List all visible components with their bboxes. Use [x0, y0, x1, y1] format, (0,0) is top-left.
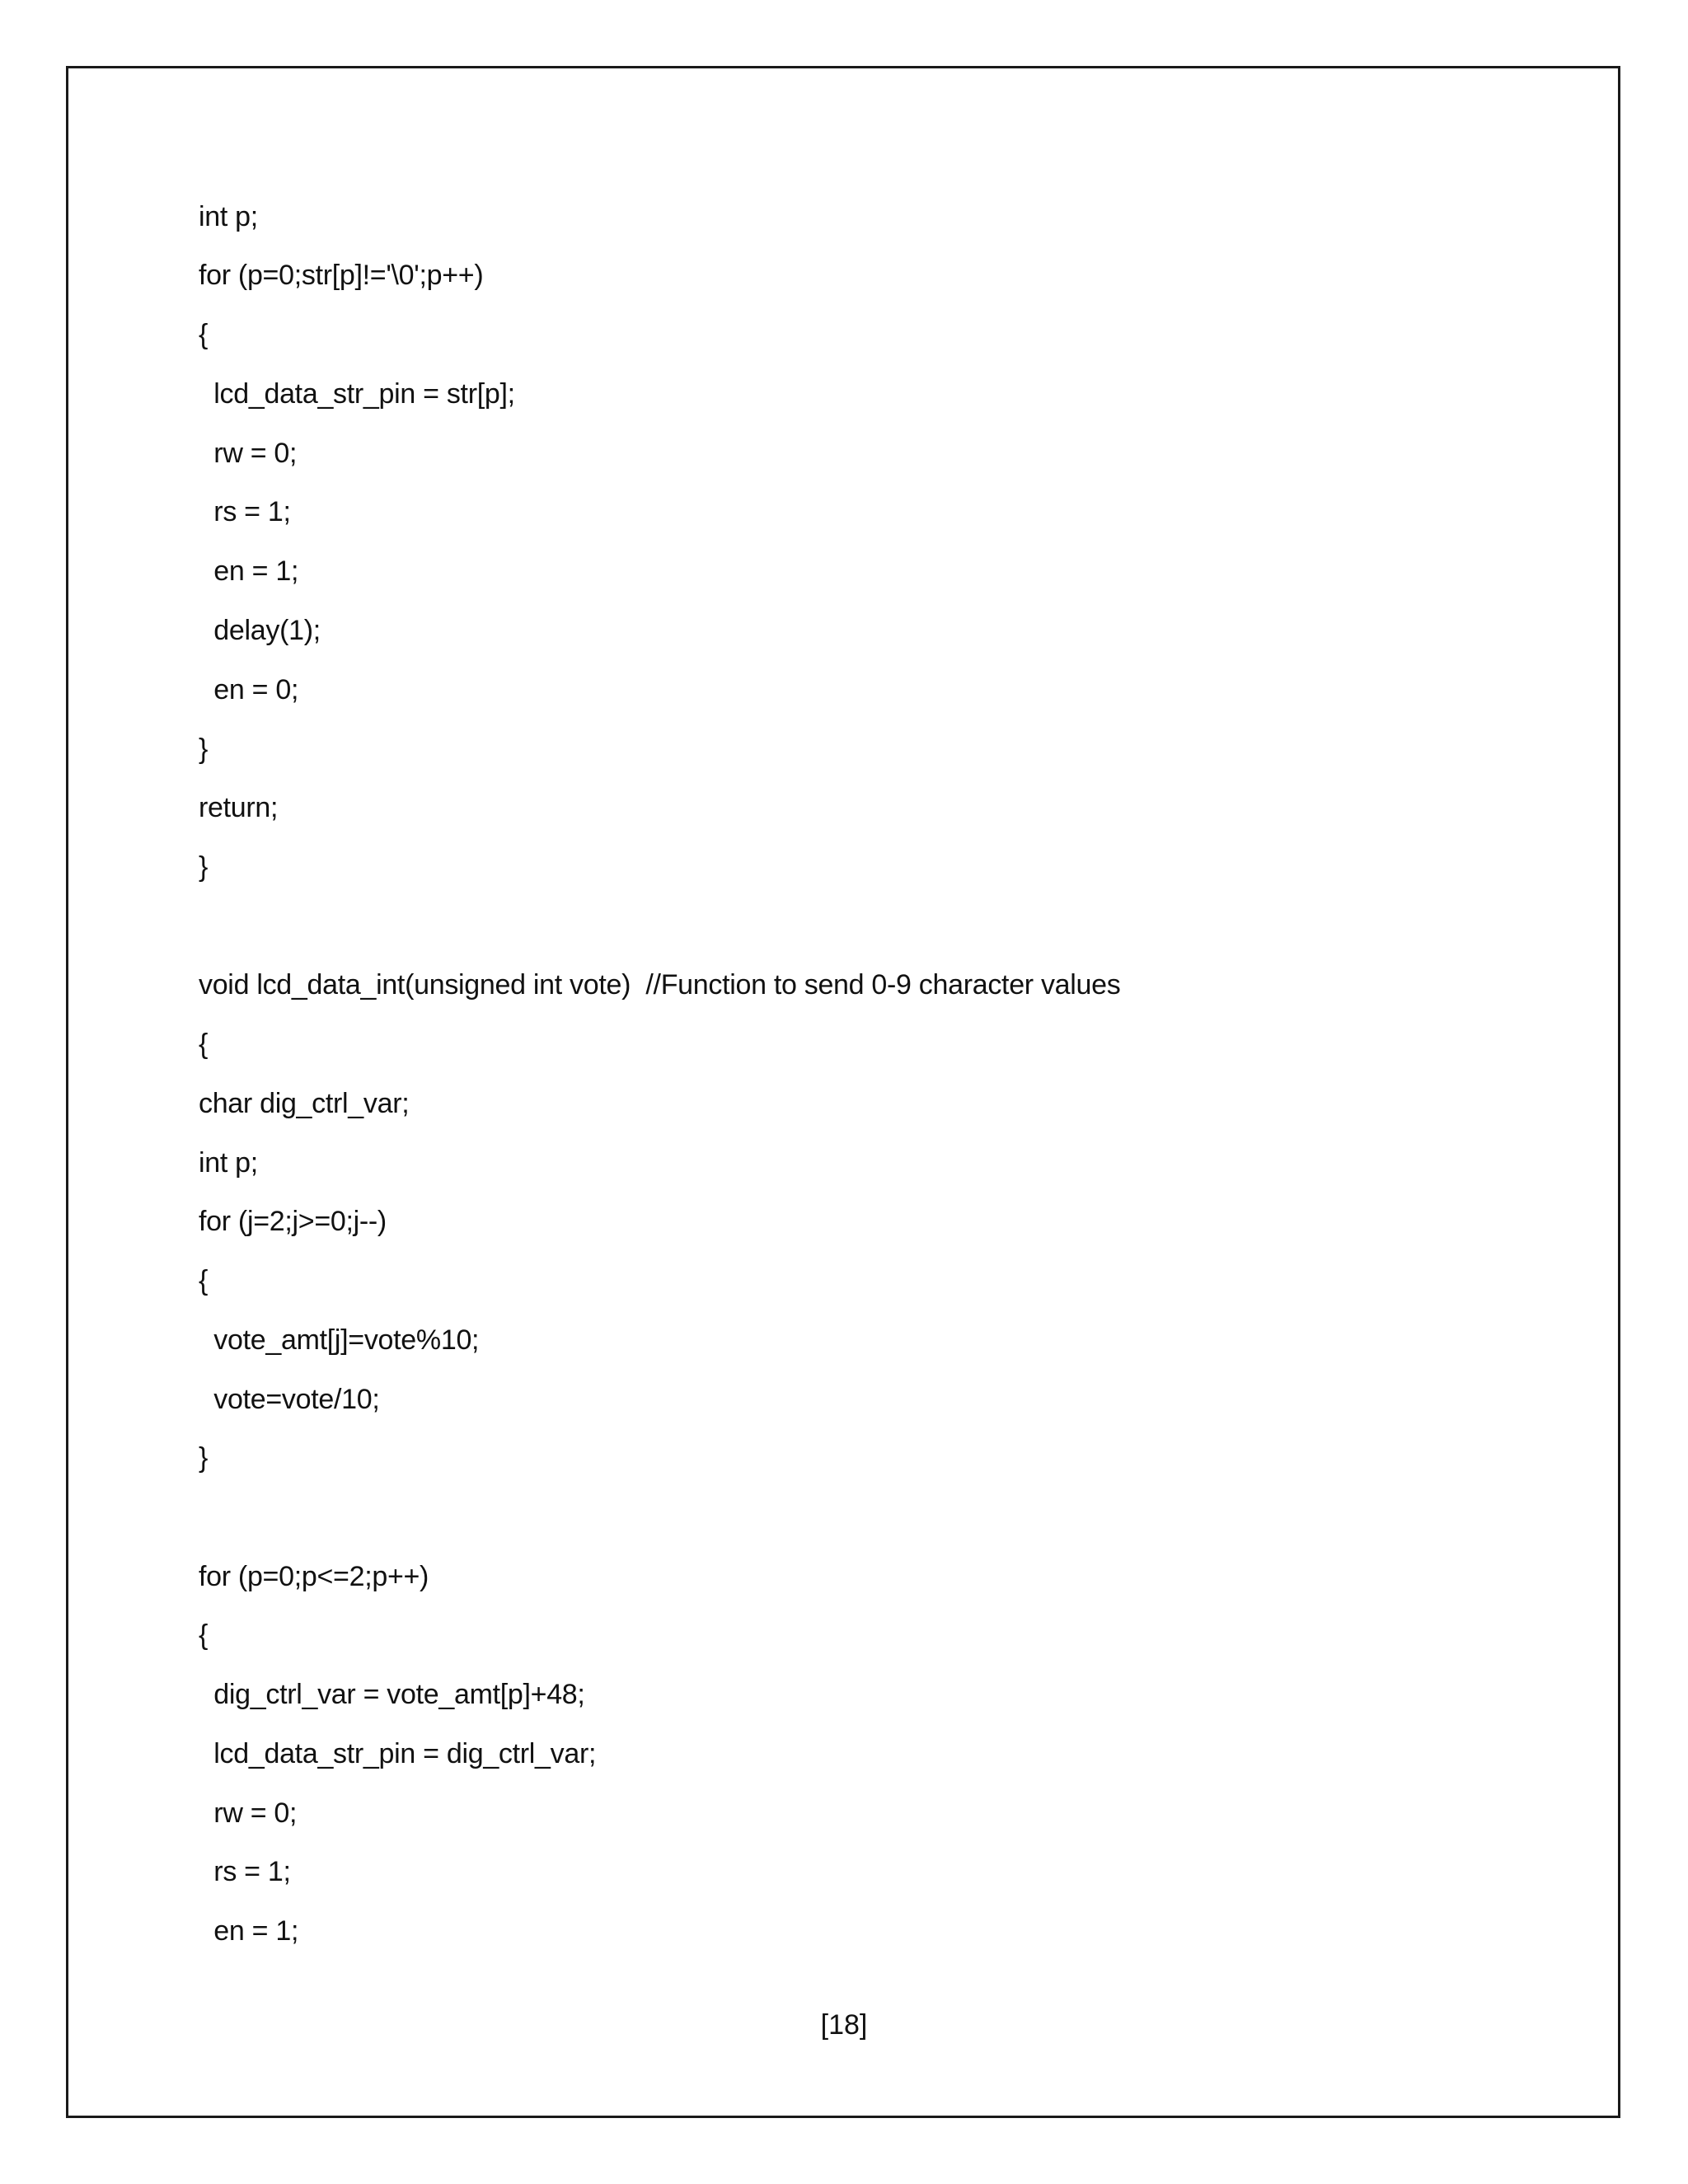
code-line: {	[199, 1029, 209, 1060]
code-line: {	[199, 319, 209, 350]
code-line: }	[199, 733, 209, 765]
code-line: {	[199, 1265, 209, 1296]
code-line: dig_ctrl_var = vote_amt[p]+48;	[199, 1679, 585, 1710]
code-line: vote=vote/10;	[199, 1384, 380, 1415]
code-line: lcd_data_str_pin = dig_ctrl_var;	[199, 1738, 597, 1769]
code-line: }	[199, 1442, 209, 1474]
code-line: delay(1);	[199, 615, 321, 646]
code-line: {	[199, 1619, 209, 1651]
code-line: return;	[199, 792, 279, 823]
code-line: for (p=0;p<=2;p++)	[199, 1561, 429, 1592]
code-line: rw = 0;	[199, 1797, 298, 1829]
page-number: [18]	[820, 2009, 868, 2041]
code-line: for (j=2;j>=0;j--)	[199, 1206, 387, 1237]
code-line: lcd_data_str_pin = str[p];	[199, 378, 515, 410]
code-line: vote_amt[j]=vote%10;	[199, 1324, 480, 1356]
code-line: rw = 0;	[199, 438, 298, 469]
code-line: }	[199, 851, 209, 883]
code-line: void lcd_data_int(unsigned int vote) //Function to send 0-9 character values	[199, 969, 1121, 1001]
code-line: rs = 1;	[199, 1856, 291, 1887]
code-line: char dig_ctrl_var;	[199, 1088, 410, 1119]
code-line: int p;	[199, 1147, 258, 1179]
code-line: for (p=0;str[p]!='\0';p++)	[199, 260, 484, 291]
code-line: en = 0;	[199, 674, 299, 705]
code-line: rs = 1;	[199, 496, 291, 527]
code-line: en = 1;	[199, 1915, 299, 1947]
code-line: int p;	[199, 201, 258, 232]
code-line: en = 1;	[199, 555, 299, 587]
